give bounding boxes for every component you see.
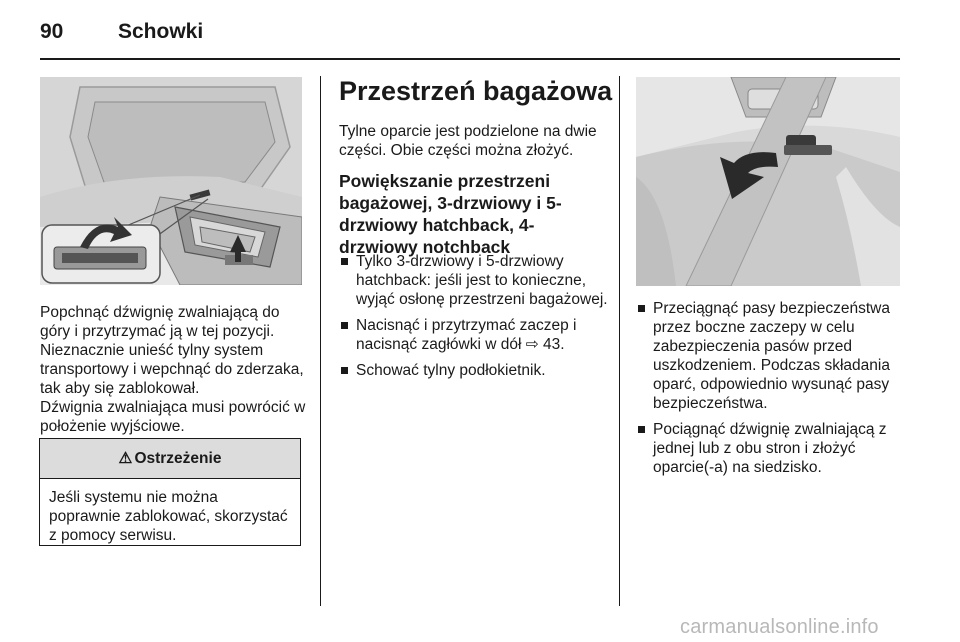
list-item: Tylko 3-drzwiowy i 5-drzwiowy hatchback: jeśli jest to konieczne, wyjąć osłonę przestrzeni bagażowej. bbox=[339, 252, 611, 309]
header-rule bbox=[40, 58, 900, 60]
subsection-heading: Powiększanie przestrzeni bagażowej, 3-drzwiowy i 5-drzwiowy hatchback, 4-drzwiowy notchback bbox=[339, 171, 562, 257]
list-item: Schować tylny podłokietnik. bbox=[339, 361, 611, 380]
warning-text: Jeśli systemu nie można poprawnie zablokować, skorzystać z pomocy serwisu. bbox=[49, 489, 288, 544]
rear-carrier-illustration bbox=[40, 77, 302, 285]
instruction-paragraph-1: Popchnąć dźwignię zwalniającą do góry i przytrzymać ją w tej pozycji. Nieznacznie unieść tylny system transportowy i wepchnąć do zderzaka, tak aby się zablokował. bbox=[40, 304, 304, 397]
column-divider-1 bbox=[320, 76, 321, 606]
section-title: Schowki bbox=[118, 20, 204, 43]
middle-bullet-list bbox=[339, 252, 611, 387]
warning-triangle-icon: ⚠ bbox=[118, 450, 133, 467]
section-intro: Tylne oparcie jest podzielone na dwie części. Obie części można złożyć. bbox=[339, 123, 597, 159]
warning-box bbox=[39, 438, 301, 546]
list-item: Przeciągnąć pasy bezpieczeństwa przez boczne zaczepy w celu zabezpieczenia pasów przed uszkodzeniem. Podczas składania oparć, odpowiednio wysunąć pasy bezpieczeństwa. bbox=[636, 299, 902, 413]
list-item: Nacisnąć i przytrzymać zaczep i nacisnąć zagłówki w dół ⇨ 43. bbox=[339, 316, 611, 354]
seat-release-illustration bbox=[636, 77, 900, 286]
warning-header bbox=[40, 439, 300, 479]
page-number: 90 bbox=[40, 20, 64, 43]
watermark: carmanualsonline.info bbox=[680, 616, 879, 638]
section-heading: Przestrzeń bagażowa bbox=[339, 76, 613, 106]
right-bullet-list bbox=[636, 299, 902, 484]
column-divider-2 bbox=[619, 76, 620, 606]
warning-title: Ostrzeżenie bbox=[134, 449, 222, 467]
list-item: Pociągnąć dźwignię zwalniającą z jednej lub z obu stron i złożyć oparcie(-a) na siedzisko. bbox=[636, 420, 902, 477]
instruction-paragraph-2: Dźwignia zwalniająca musi powrócić w położenie wyjściowe. bbox=[40, 399, 306, 435]
